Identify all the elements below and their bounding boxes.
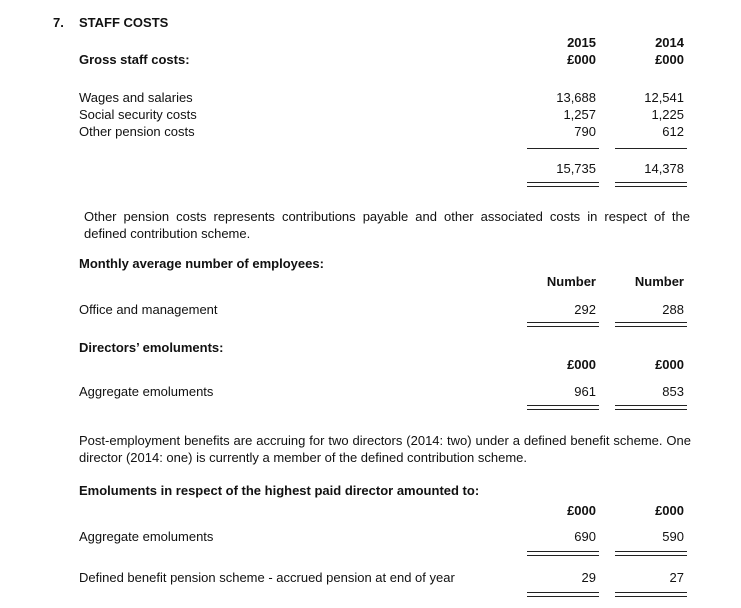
column-year-2014: 2014 [655, 35, 684, 50]
accrued-pension-2014: 27 [669, 570, 684, 585]
directors-double-rule-2015 [527, 405, 599, 410]
highest-aggregate-2014: 590 [662, 529, 684, 544]
employees-double-rule-2015 [527, 322, 599, 327]
total-double-rule-2014 [615, 182, 687, 187]
subtotal-rule-2015 [527, 148, 599, 149]
accrued-pension-2015: 29 [581, 570, 596, 585]
section-title: STAFF COSTS [79, 15, 169, 30]
pension-note-paragraph: Other pension costs represents contributions payable and other associated costs in respect of the defined contribution scheme. [84, 209, 690, 241]
column-year-2015: 2015 [567, 35, 596, 50]
column-unit-2015: £000 [567, 52, 596, 67]
gross-staff-costs-heading: Gross staff costs: [79, 52, 190, 67]
row-label-highest-aggregate: Aggregate emoluments [79, 529, 214, 544]
column-unit-2014: £000 [655, 52, 684, 67]
wages-2014: 12,541 [644, 90, 684, 105]
row-label-accrued-pension: Defined benefit pension scheme - accrued pension at end of year [79, 570, 455, 585]
office-management-2015: 292 [574, 302, 596, 317]
total-double-rule-2015 [527, 182, 599, 187]
employees-heading: Monthly average number of employees: [79, 256, 324, 271]
highest-paid-column-2015: £000 [567, 503, 596, 518]
directors-double-rule-2014 [615, 405, 687, 410]
directors-aggregate-2015: 961 [574, 384, 596, 399]
highest-paid-heading: Emoluments in respect of the highest paid director amounted to: [79, 483, 480, 498]
subtotal-rule-2014 [615, 148, 687, 149]
post-employment-paragraph: Post-employment benefits are accruing for two directors (2014: two) under a defined benefit scheme. One director (2014: one) is currently a member of the defined contribution scheme. [79, 433, 691, 465]
other-pension-2015: 790 [574, 124, 596, 139]
employees-column-2015: Number [546, 274, 596, 289]
highest-aggregate-2015: 690 [574, 529, 596, 544]
directors-column-2015: £000 [567, 357, 596, 372]
highest-aggregate-double-rule-2014 [615, 551, 687, 556]
row-label-office-management: Office and management [79, 302, 218, 317]
highest-paid-column-2014: £000 [655, 503, 684, 518]
employees-double-rule-2014 [615, 322, 687, 327]
row-label-social-security: Social security costs [79, 107, 197, 122]
directors-aggregate-2014: 853 [662, 384, 684, 399]
note-number: 7. [53, 15, 64, 30]
employees-column-2014: Number [634, 274, 684, 289]
row-label-wages: Wages and salaries [79, 90, 193, 105]
accrued-pension-double-rule-2014 [615, 592, 687, 597]
row-label-aggregate-emoluments: Aggregate emoluments [79, 384, 214, 399]
wages-2015: 13,688 [556, 90, 596, 105]
directors-heading: Directors’ emoluments: [79, 340, 224, 355]
office-management-2014: 288 [662, 302, 684, 317]
total-2015: 15,735 [556, 161, 596, 176]
row-label-other-pension: Other pension costs [79, 124, 195, 139]
total-2014: 14,378 [644, 161, 684, 176]
social-security-2015: 1,257 [563, 107, 596, 122]
other-pension-2014: 612 [662, 124, 684, 139]
highest-aggregate-double-rule-2015 [527, 551, 599, 556]
directors-column-2014: £000 [655, 357, 684, 372]
social-security-2014: 1,225 [651, 107, 684, 122]
accrued-pension-double-rule-2015 [527, 592, 599, 597]
